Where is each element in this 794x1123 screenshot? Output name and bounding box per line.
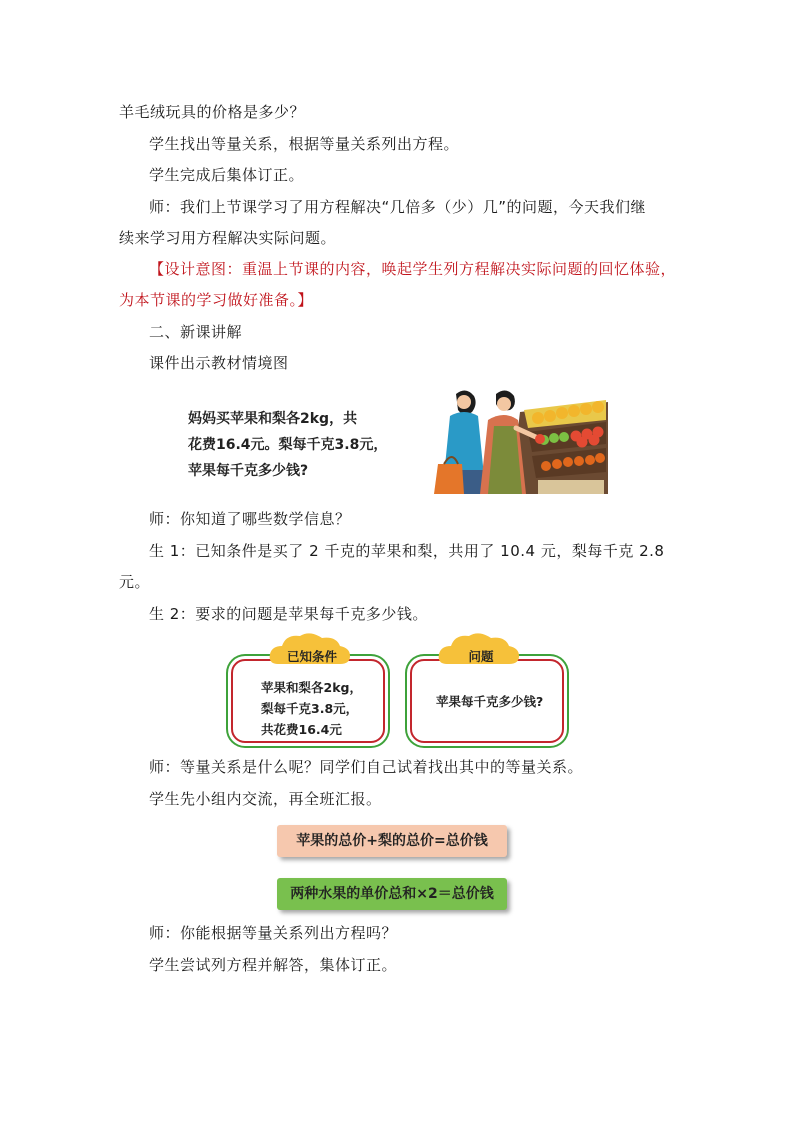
textbook-scene — [178, 382, 608, 494]
text-line: 续来学习用方程解决实际问题。 — [119, 229, 337, 247]
text-line: 师：等量关系是什么呢？同学们自己试着找出其中的等量关系。 — [149, 758, 584, 776]
fruit-shop-illustration — [420, 382, 608, 494]
text-line: 学生先小组内交流，再全班汇报。 — [149, 790, 382, 808]
question-text: 苹果每千克多少钱? — [436, 694, 544, 709]
text-line: 学生找出等量关系，根据等量关系列出方程。 — [149, 135, 460, 153]
text-line: 生 1：已知条件是买了 2 千克的苹果和梨，共用了 10.4 元，梨每千克 2.8 — [149, 542, 665, 560]
equation-box-total-price: 苹果的总价+梨的总价=总价钱 — [277, 825, 507, 857]
known-conditions-cloud: 已知条件 — [268, 632, 356, 672]
text-line: 学生完成后集体订正。 — [149, 166, 305, 184]
question-cloud: 问题 — [437, 632, 525, 672]
design-intent-line: 为本节课的学习做好准备。】 — [119, 291, 314, 309]
text-line: 羊毛绒玩具的价格是多少？ — [119, 103, 306, 121]
scene-problem-text: 妈妈买苹果和梨各2kg，共 花费16.4元。梨每千克3.8元， 苹果每千克多少钱? — [188, 411, 388, 479]
text-line: 学生尝试列方程并解答，集体订正。 — [149, 956, 398, 974]
text-line: 课件出示教材情境图 — [149, 354, 289, 372]
text-line: 元。 — [119, 573, 151, 591]
equation-box-unit-price: 两种水果的单价总和×2＝总价钱 — [277, 878, 507, 910]
text-line: 师：你能根据等量关系列出方程吗？ — [149, 924, 398, 942]
text-line: 师：我们上节课学习了用方程解决“几倍多（少）几”的问题，今天我们继 — [149, 198, 647, 216]
text-line: 师：你知道了哪些数学信息？ — [149, 510, 351, 528]
known-conditions-text: 苹果和梨各2kg， 梨每千克3.8元， 共花费16.4元 — [261, 680, 362, 737]
text-line: 生 2：要求的问题是苹果每千克多少钱。 — [149, 605, 428, 623]
design-intent-line: 【设计意图：重温上节课的内容，唤起学生列方程解决实际问题的回忆体验， — [149, 260, 677, 278]
section-heading: 二、新课讲解 — [149, 323, 243, 341]
